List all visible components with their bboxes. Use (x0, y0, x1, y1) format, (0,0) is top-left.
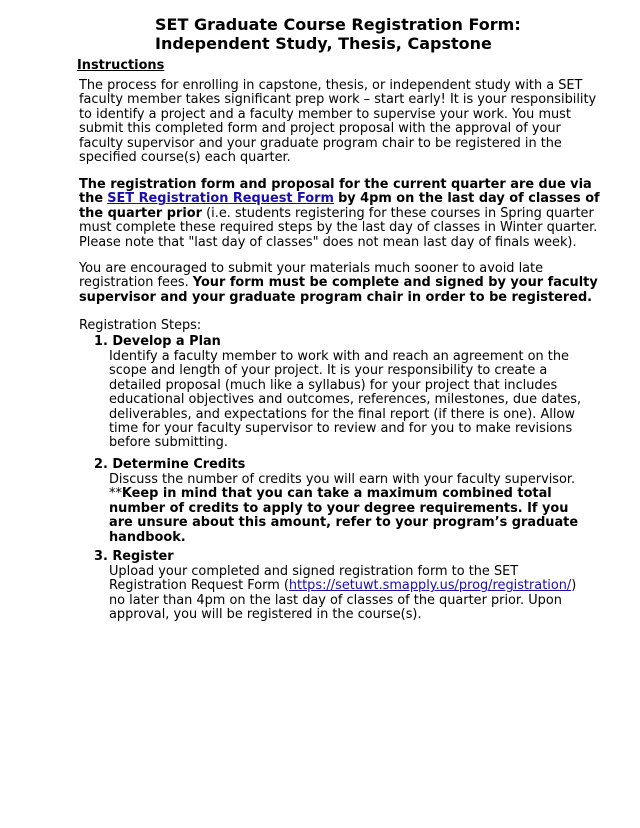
step-1-title: 1. Develop a Plan (94, 334, 221, 349)
step-3-body (109, 565, 589, 623)
credit-limit-note: Keep in mind that you can take a maximum combined total number of credits to apply to your degree requirements. If you are unsure about this amount, refer to your program’s graduate handbook. (109, 486, 579, 545)
step-3-text-a: Upload your completed and signed registration form to the SET Registration Request Form ( (109, 564, 519, 594)
note-prefix: ** (109, 486, 122, 502)
instructions-paragraph-1: The process for enrolling in capstone, thesis, or independent study with a SET faculty member takes significant prep work – start early! It is your responsibility to identify a project and a faculty member to supervise your work. You must submit this completed form and project proposal with the approval of your faculty supervisor and your graduate program chair to be registered in the specified course(s) each quarter. (79, 78, 597, 166)
step-2-text: Discuss the number of credits you will earn with your faculty supervisor. (109, 472, 576, 487)
deadline-text-bold-2: by 4pm on the last day of classes of the quarter prior (79, 191, 600, 221)
step-2-body (109, 473, 589, 545)
step-3-title: 3. Register (94, 549, 174, 564)
registration-steps-label: Registration Steps: (79, 318, 202, 333)
title-line-1: SET Graduate Course Registration Form: (155, 15, 521, 34)
instructions-paragraph-2 (79, 178, 604, 250)
page-title (155, 15, 615, 53)
late-fee-note: You are encouraged to submit your materials much sooner to avoid late registration fees. (79, 261, 544, 291)
instructions-heading: Instructions (77, 58, 165, 73)
step-3-text-b: ) no later than 4pm on the last day of classes of the quarter prior. Upon approval, you will be registered in the course(s). (109, 578, 577, 623)
registration-url-link[interactable]: https://setuwt.smapply.us/prog/registration/ (288, 578, 572, 594)
deadline-explanation: (i.e. students registering for these courses in Spring quarter must complete these required steps by the last day of classes in Winter quarter. Please note that "last day of classes" does not mean last day of finals week). (79, 205, 598, 250)
step-1-body: Identify a faculty member to work with and reach an agreement on the scope and length of your project. It is your responsibility to create a detailed proposal (much like a syllabus) for your project that includes educational objectives and outcomes, references, milestones, due dates, deliverables, and expectations for the final report (if there is one). Allow time for your faculty supervisor to review and for you to make revisions before submitting. (109, 349, 582, 451)
approval-requirement: Your form must be complete and signed by your faculty supervisor and your graduate program chair in order to be registered. (79, 275, 598, 305)
title-line-2: Independent Study, Thesis, Capstone (155, 34, 492, 53)
step-2-title: 2. Determine Credits (94, 457, 246, 472)
instructions-paragraph-3 (79, 262, 604, 305)
registration-request-form-link[interactable]: SET Registration Request Form (107, 191, 334, 207)
step-2-note (109, 487, 589, 545)
deadline-text-bold: The registration form and proposal for the current quarter are due via the (79, 177, 592, 207)
